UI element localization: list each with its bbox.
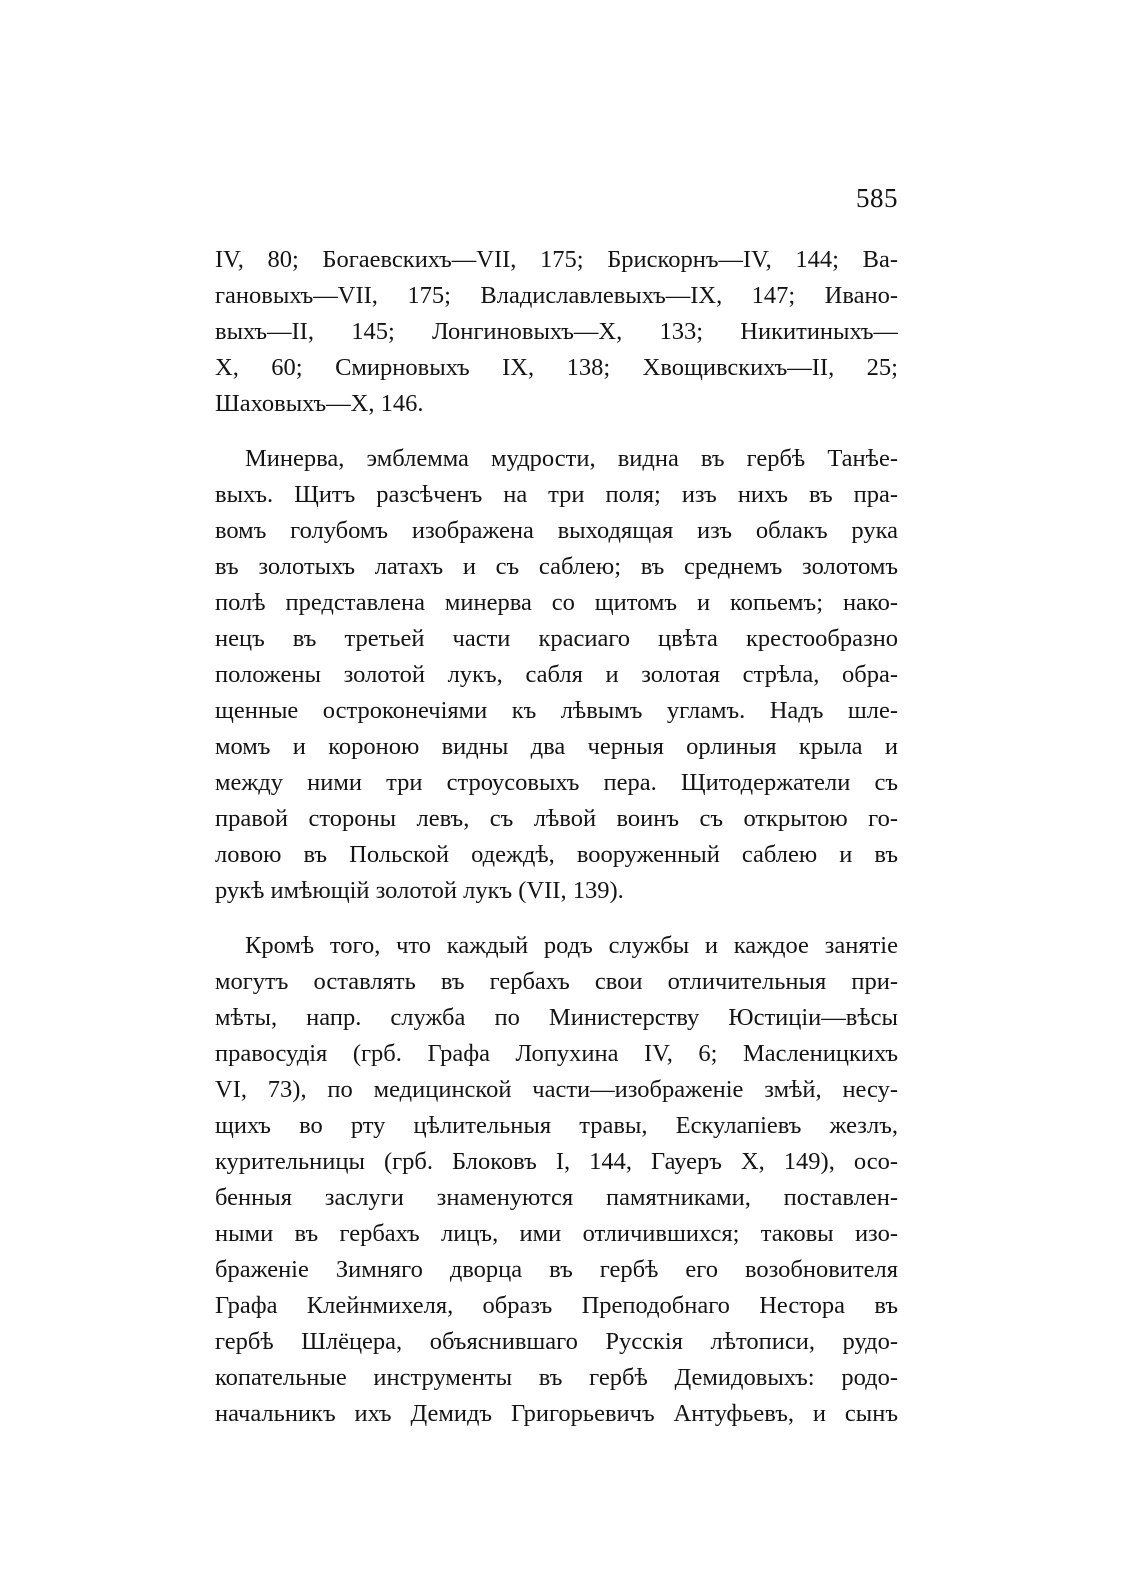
text-line: мѣты, напр. служба по Министерству Юстиціи—вѣсы: [215, 1004, 898, 1031]
text-line: рукѣ имѣющій золотой лукъ (VII, 139).: [215, 877, 624, 904]
text-line: браженіе Зимняго дворца въ гербѣ его возобновителя: [215, 1256, 898, 1283]
text-line: копательные инструменты въ гербѣ Демидовыхъ: родо-: [215, 1364, 898, 1391]
text-line: Шаховыхъ—X, 146.: [215, 390, 424, 417]
text-line: правосудія (грб. Графа Лопухина IV, 6; Масленицкихъ: [215, 1040, 898, 1067]
text-line: ловою въ Польской одеждѣ, вооруженный саблею и въ: [215, 841, 898, 868]
text-line: ными въ гербахъ лицъ, ими отличившихся; таковы изо-: [215, 1220, 898, 1247]
text-line: выхъ—II, 145; Лонгиновыхъ—X, 133; Никитиныхъ—: [215, 318, 898, 345]
text-line: положены золотой лукъ, сабля и золотая стрѣла, обра-: [215, 661, 898, 688]
text-line: гербѣ Шлёцера, объяснившаго Русскія лѣтописи, рудо-: [215, 1328, 898, 1355]
text-line: курительницы (грб. Блоковъ I, 144, Гауеръ X, 149), осо-: [215, 1148, 898, 1175]
page-number: 585: [856, 183, 898, 213]
text-line: могутъ оставлять въ гербахъ свои отличительныя при-: [215, 968, 898, 995]
text-line: щихъ во рту цѣлительныя травы, Ескулапіевъ жезлъ,: [215, 1112, 898, 1139]
paragraph-2: [215, 441, 898, 909]
text-line: выхъ. Щитъ разсѣченъ на три поля; изъ нихъ въ пра-: [215, 481, 898, 508]
text-line: момъ и короною видны два черныя орлиныя крыла и: [215, 733, 898, 760]
body-text: [215, 242, 898, 1432]
text-line: гановыхъ—VII, 175; Владиславлевыхъ—IX, 147; Ивано-: [215, 282, 898, 309]
text-line: въ золотыхъ латахъ и съ саблею; въ среднемъ золотомъ: [215, 553, 898, 580]
text-line: полѣ представлена минерва со щитомъ и копьемъ; нако-: [215, 589, 898, 616]
text-line: правой стороны левъ, съ лѣвой воинъ съ открытою го-: [215, 805, 898, 832]
text-line: VI, 73), по медицинской части—изображеніе змѣй, несу-: [215, 1076, 898, 1103]
text-line: X, 60; Смирновыхъ IX, 138; Хвощивскихъ—II, 25;: [215, 354, 898, 381]
text-line: нецъ въ третьей части красиаго цвѣта крестообразно: [215, 625, 898, 652]
text-line: начальникъ ихъ Демидъ Григорьевичъ Антуфьевъ, и сынъ: [215, 1400, 898, 1427]
text-line: между ними три строусовыхъ пера. Щитодержатели съ: [215, 769, 898, 796]
text-line: Кромѣ того, что каждый родъ службы и каждое занятіе: [245, 932, 898, 959]
paragraph-1: [215, 242, 898, 422]
text-line: щенные остроконечіями къ лѣвымъ угламъ. Надъ шле-: [215, 697, 898, 724]
text-line: IV, 80; Богаевскихъ—VII, 175; Брискорнъ—IV, 144; Ва-: [215, 246, 898, 273]
text-line: Графа Клейнмихеля, образъ Преподобнаго Нестора въ: [215, 1292, 898, 1319]
text-line: бенныя заслуги знаменуются памятниками, поставлен-: [215, 1184, 898, 1211]
paragraph-3: [215, 928, 898, 1432]
text-line: вомъ голубомъ изображена выходящая изъ облакъ рука: [215, 517, 898, 544]
text-line: Минерва, эмблемма мудрости, видна въ гербѣ Танѣе-: [245, 445, 898, 472]
